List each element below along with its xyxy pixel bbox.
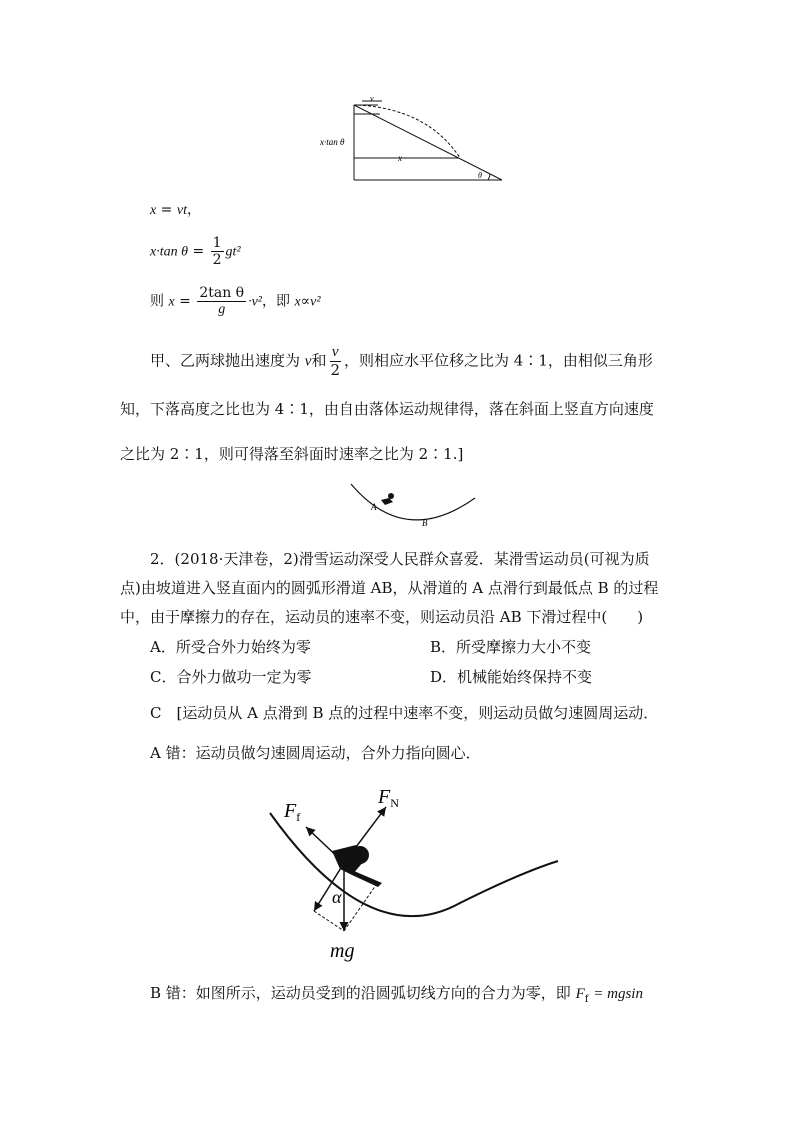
tail-line: B 错：如图所示，运动员受到的沿圆弧切线方向的合力为零，即 $F_f = mgsin$ [150,984,643,1005]
para1-line2: 知，下落高度之比也为 4∶1，由自由落体运动规律得，落在斜面上竖直方向速度 [120,400,654,418]
incline-projectile-figure [318,95,508,185]
figure2-label-a: A [371,502,377,512]
figure3-arc [270,813,558,916]
figure2-skier-icon [381,493,394,505]
figure3-label-mg: mg [330,940,355,962]
equation-1: x = vt， [150,202,201,218]
fraction-2tan-over-g: $\frac{\text{2tan θ}}{g}$ [199,285,245,317]
figure3-label-ff: $F_f$ [284,800,301,824]
question-line2: 点)由坡道进入竖直面内的圆弧形滑道 AB，从滑道的 A 点滑行到最低点 B 的过程 [120,579,659,597]
figure3-skier-icon [332,845,382,887]
figure1-label-height: x·tan θ [320,137,345,147]
equation-3: 则 x = $\frac{\text{2tan θ}}{g}$ ·v²，即 x∝v² [150,285,321,317]
figure3-arrow-ff [306,827,344,863]
answer-line2: A 错：运动员做匀速圆周运动，合外力指向圆心． [150,744,481,762]
para1-line3: 之比为 2∶1，则可得落至斜面时速率之比为 2∶1.] [120,445,464,463]
fraction-half: $\frac{1}{2}$ [212,235,222,268]
option-c: C．合外力做功一定为零 [150,668,312,686]
arc-track-small-figure [345,478,485,528]
option-a: A．所受合外力始终为零 [150,638,311,656]
para1-line1: 甲、乙两球抛出速度为 v和 $\frac{v}{2}$ ，则相应水平位移之比为 4∶1，由相似三角形 [150,344,653,379]
figure1-label-v: v [370,95,374,103]
figure1-incline [354,105,502,180]
force-diagram-figure [260,783,570,963]
equation-2: x·tan θ = $\frac{1}{2}$ gt² [150,235,241,268]
answer-line1: C [运动员从 A 点滑到 B 点的过程中速率不变，则运动员做匀速圆周运动． [150,704,659,722]
figure3-label-alpha: α [332,887,342,907]
option-b: B．所受摩擦力大小不变 [430,638,592,656]
figure3-label-fn: $F_N$ [378,786,399,810]
figure3-dash-1 [314,911,344,931]
figure1-angle-arc [488,174,490,180]
question-line3: 中，由于摩擦力的存在，运动员的速率不变，则运动员沿 AB 下滑过程中( ) [120,608,644,626]
option-d: D．机械能始终保持不变 [430,668,593,686]
figure2-label-b: B [422,518,428,528]
figure1-label-theta: θ [478,171,482,180]
figure1-trajectory [358,105,460,158]
question-line1: 2．(2018·天津卷，2)滑雪运动深受人民群众喜爱．某滑雪运动员(可视为质 [150,550,650,568]
figure2-arc [351,484,475,520]
figure1-label-x: x [398,153,402,163]
